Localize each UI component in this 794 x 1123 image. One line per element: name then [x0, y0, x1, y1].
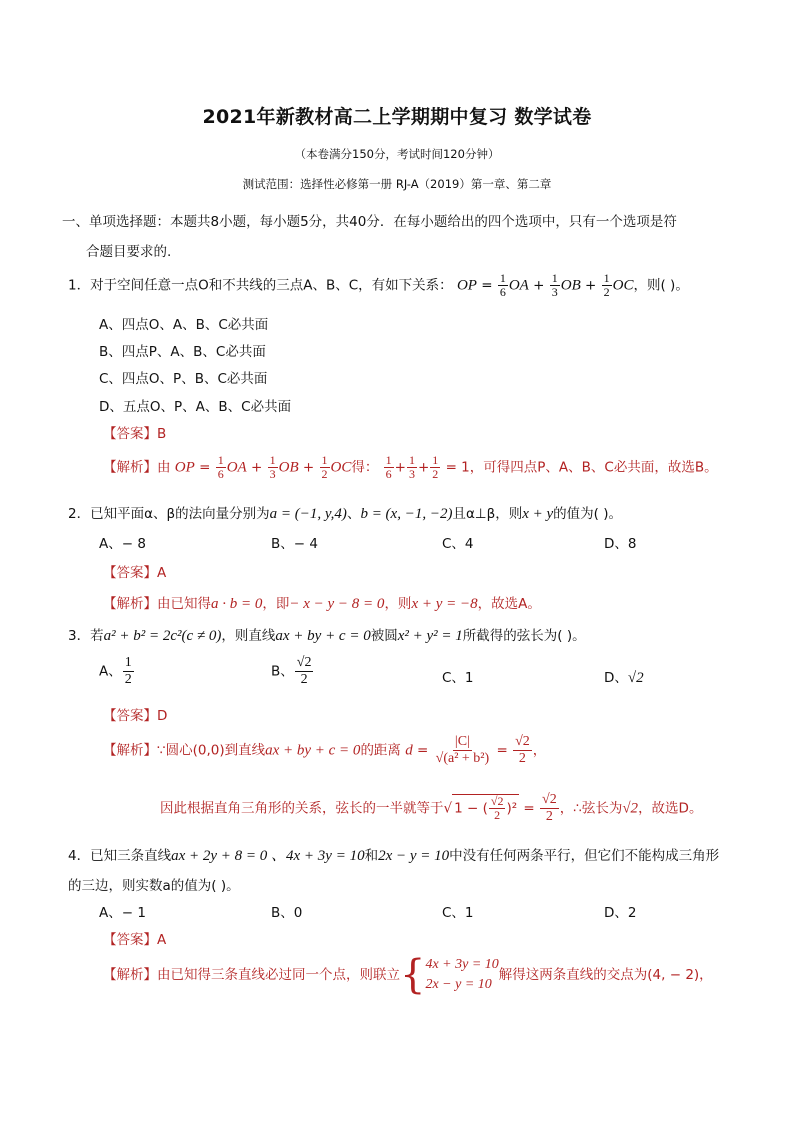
q2-option-a: A、− 8: [99, 536, 146, 552]
q2-option-d: D、8: [604, 536, 637, 552]
q3-option-d: D、√2: [604, 670, 644, 686]
q1-option-d: D、五点O、P、A、B、C必共面: [99, 399, 292, 415]
q1-option-c: C、四点O、P、B、C必共面: [99, 371, 268, 387]
q3-analysis-line1: 【解析】∵圆心(0,0)到直线ax + by + c = 0的距离 d = $\frac{|C|}{\text{√(a² + b²)}}$ = $\frac{√2}{2}$ ，: [103, 734, 547, 766]
q2-option-b: B、− 4: [271, 536, 318, 552]
section-heading: 一、单项选择题：本题共8小题，每小题5分，共40分．在每小题给出的四个选项中，只有一个选项是符: [62, 214, 677, 230]
q3-option-b: B、 $\frac{√2}{2}$: [271, 655, 312, 687]
question-1-stem: 1．对于空间任意一点O和不共线的三点A、B、C，有如下关系：: [68, 277, 453, 294]
q1-answer: 【答案】B: [103, 426, 167, 442]
question-4: 4．已知三条直线ax + 2y + 8 = 0 、4x + 3y = 10和2x − y = 10中没有任何两条平行，但它们不能构成三角形: [68, 848, 720, 864]
question-4-cont: 的三边，则实数a的值为( )。: [68, 878, 240, 894]
q4-option-d: D、2: [604, 905, 637, 921]
q2-option-c: C、4: [442, 536, 474, 552]
section-heading-cont: 合题目要求的.: [86, 244, 172, 260]
q4-answer: 【答案】A: [103, 932, 167, 948]
exam-info: （本卷满分150分，考试时间120分钟）: [294, 147, 500, 161]
q4-option-a: A、− 1: [99, 905, 146, 921]
question-2: 2．已知平面α、β的法向量分别为a = (−1, y,4)、b = (x, −1, −2)且α⊥β，则x + y的值为( )。: [68, 506, 622, 522]
q4-option-b: B、0: [271, 905, 303, 921]
question-3: 3．若a² + b² = 2c²(c ≠ 0)，则直线ax + by + c = 0被圆x² + y² = 1所截得的弦长为( )。: [68, 628, 586, 644]
question-1: 1．对于空间任意一点O和不共线的三点A、B、C，有如下关系： OP = $\frac{1}{6}$ OA + $\frac{1}{3}$ OB + $\frac{1}{2}$ OC，则( )。: [68, 271, 689, 299]
q3-option-a: A、 $\frac{1}{2}$: [99, 655, 132, 687]
q4-analysis: 【解析】由已知得三条直线必过同一个点，则联立{ 4x + 3y = 10 2x − y = 10 解得这两条直线的交点为(4, − 2)，: [103, 952, 713, 998]
q4-option-c: C、1: [442, 905, 474, 921]
q1-option-b: B、四点P、A、B、C必共面: [99, 344, 266, 360]
q3-option-c: C、1: [442, 670, 474, 686]
question-1-tail: ，则( )。: [633, 277, 689, 294]
q2-analysis: 【解析】由已知得a · b = 0，即− x − y − 8 = 0，则x + y = −8，故选A。: [103, 596, 541, 612]
q1-option-a: A、四点O、A、B、C必共面: [99, 317, 269, 333]
q3-analysis-line2: 因此根据直角三角形的关系，弦长的一半就等于√ 1 − ( $\frac{√2}{2}$ )² = $\frac{√2}{2}$ ，∴弦长为√2，故选D。: [160, 792, 703, 824]
test-scope: 测试范围：选择性必修第一册 RJ-A（2019）第一章、第二章: [242, 177, 552, 191]
q2-answer: 【答案】A: [103, 565, 167, 581]
page-title: 2021年新教材高二上学期期中复习 数学试卷: [202, 106, 592, 128]
q1-analysis: 【解析】由 OP = $\frac{1}{6}$ OA + $\frac{1}{3}$ OB + $\frac{1}{2}$ OC得： $\frac{1}{6}$ + $\frac{1}{3}$ + $\frac{1}{2}$ = 1，可得四点P、A、B、C必共面，故选B。: [103, 453, 718, 481]
q3-answer: 【答案】D: [103, 708, 168, 724]
